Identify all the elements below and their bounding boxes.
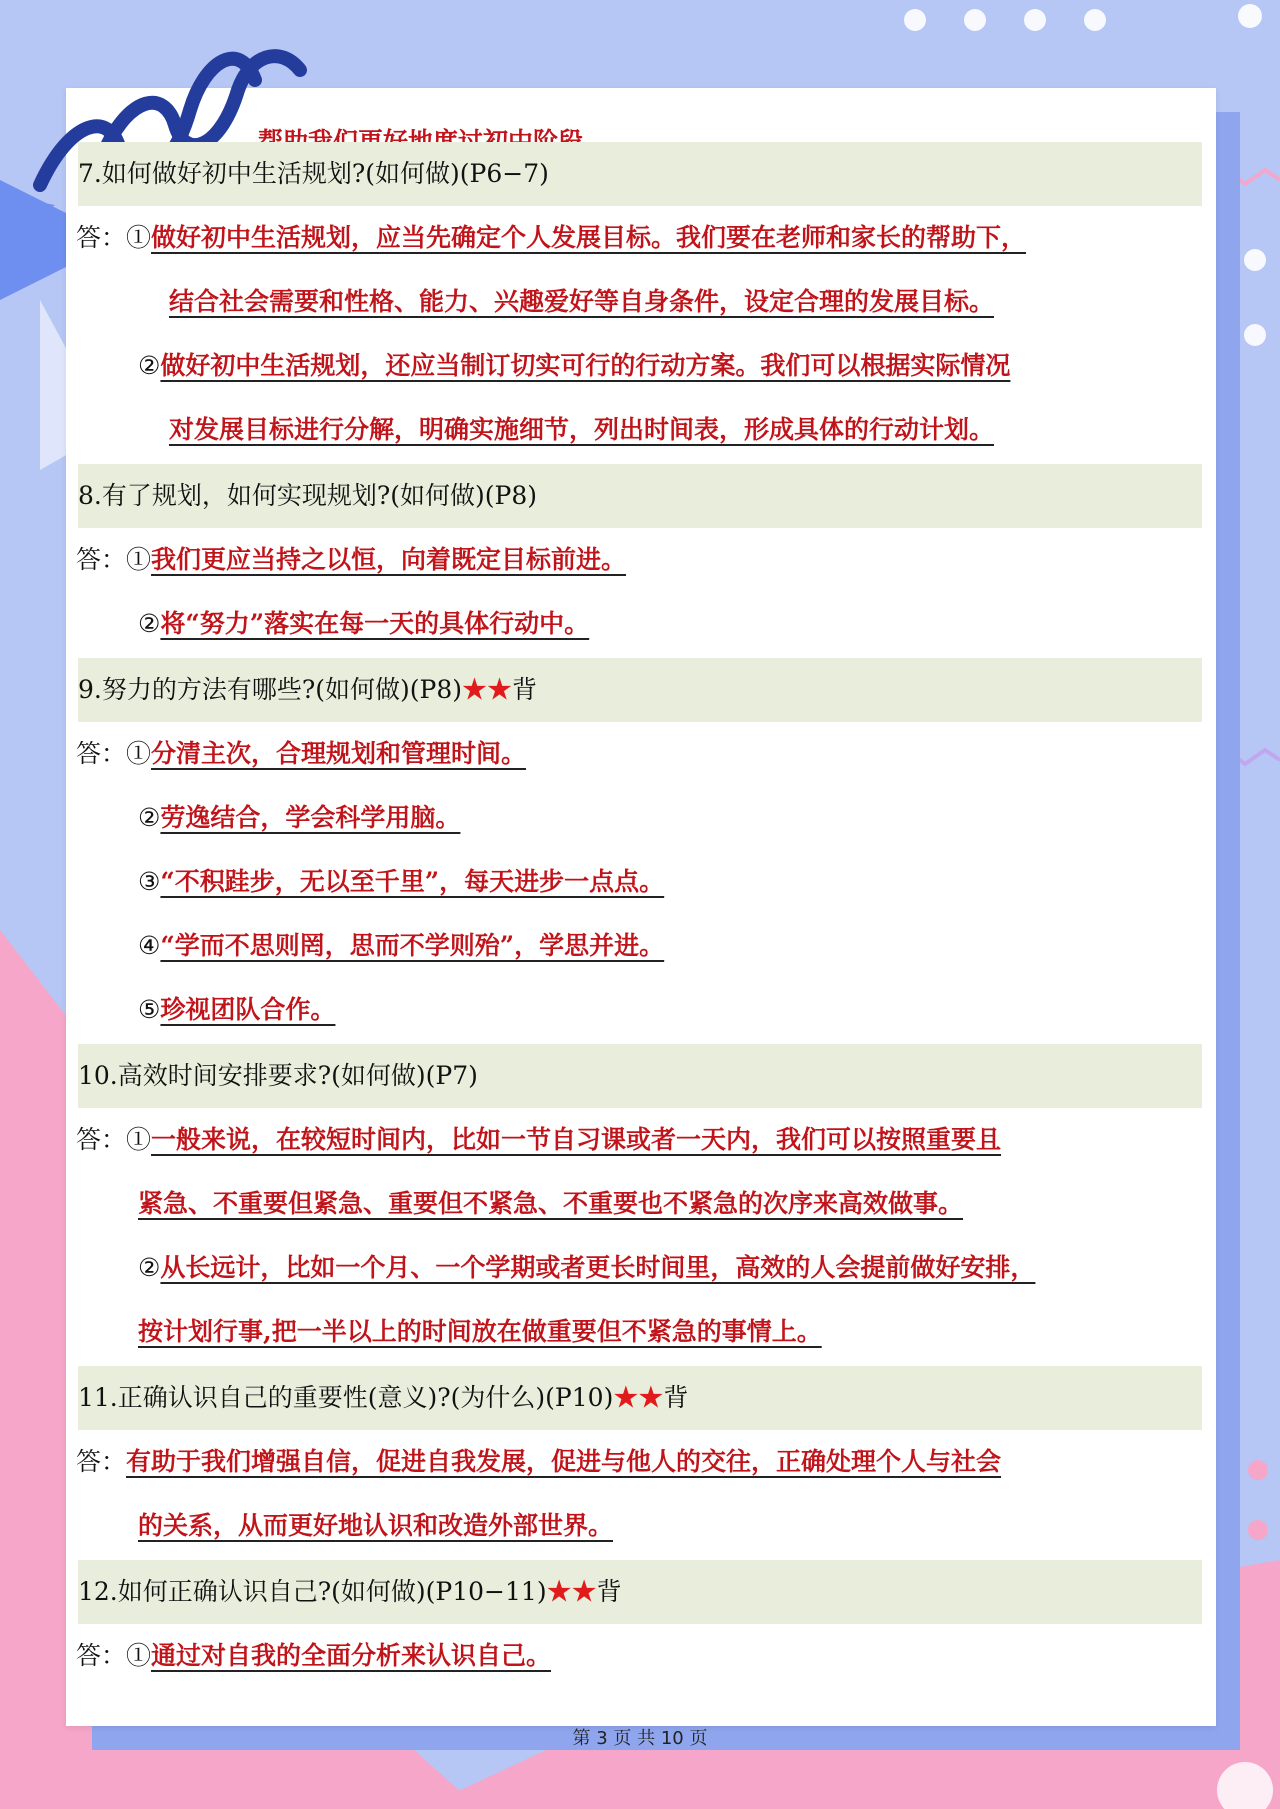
answer-text: 做好初中生活规划，应当先确定个人发展目标。我们要在老师和家长的帮助下， — [151, 223, 1027, 252]
question-text: 7.如何做好初中生活规划?(如何做)(P6−7) — [78, 159, 549, 188]
answer-prefix: 答： — [76, 1447, 127, 1476]
answer-text: 从长远计，比如一个月、一个学期或者更长时间里，高效的人会提前做好安排， — [160, 1253, 1036, 1282]
answer-line — [169, 398, 994, 462]
question-7 — [78, 142, 1202, 206]
memorize-tag: 背 — [512, 675, 538, 704]
answer-prefix: 答：① — [76, 223, 152, 252]
answer-text: 有助于我们增强自信，促进自我发展，促进与他人的交往，正确处理个人与社会 — [126, 1447, 1002, 1476]
answer-prefix: 答：① — [76, 545, 152, 574]
question-text: 12.如何正确认识自己?(如何做)(P10−11) — [78, 1577, 547, 1606]
question-8 — [78, 464, 1202, 528]
answer-prefix: ② — [138, 803, 161, 832]
answer-prefix: ③ — [138, 867, 161, 896]
memorize-tag: 背 — [596, 1577, 622, 1606]
answer-line — [138, 1300, 822, 1364]
answer-text: 通过对自我的全面分析来认识自己。 — [151, 1641, 552, 1670]
answer-text: 紧急、不重要但紧急、重要但不紧急、不重要也不紧急的次序来高效做事。 — [138, 1189, 964, 1218]
answer-text: 分清主次，合理规划和管理时间。 — [151, 739, 527, 768]
answer-text: 的关系，从而更好地认识和改造外部世界。 — [138, 1511, 614, 1540]
answer-prefix: ② — [138, 351, 161, 380]
answer-line — [76, 1430, 1001, 1494]
answer-line — [169, 270, 994, 334]
answer-text: 做好初中生活规划，还应当制订切实可行的行动方案。我们可以根据实际情况 — [160, 351, 1011, 380]
answer-line — [138, 978, 335, 1042]
document-body — [66, 88, 1216, 1726]
answer-line — [76, 722, 526, 786]
page-footer: 第 3 页 共 10 页 — [572, 1728, 708, 1749]
answer-line — [76, 528, 626, 592]
answer-text: 一般来说，在较短时间内，比如一节自习课或者一天内，我们可以按照重要且 — [151, 1125, 1002, 1154]
question-text: 11.正确认识自己的重要性(意义)?(为什么)(P10) — [78, 1383, 614, 1412]
answer-text: 按计划行事,把一半以上的时间放在做重要但不紧急的事情上。 — [138, 1317, 822, 1346]
answer-text: “不积跬步，无以至千里”，每天进步一点点。 — [160, 867, 665, 896]
answer-text: “学而不思则罔，思而不学则殆”，学思并进。 — [160, 931, 665, 960]
answer-text: 珍视团队合作。 — [160, 995, 336, 1024]
question-9 — [78, 658, 1202, 722]
answer-text: 结合社会需要和性格、能力、兴趣爱好等自身条件，设定合理的发展目标。 — [169, 287, 995, 316]
answer-text: 将“努力”落实在每一天的具体行动中。 — [160, 609, 590, 638]
question-10 — [78, 1044, 1202, 1108]
answer-prefix: ⑤ — [138, 995, 161, 1024]
star-icon: ★★ — [613, 1383, 664, 1412]
answer-prefix: 答：① — [76, 739, 152, 768]
star-icon: ★★ — [462, 675, 513, 704]
answer-text: 对发展目标进行分解，明确实施细节，列出时间表，形成具体的行动计划。 — [169, 415, 995, 444]
answer-prefix: ④ — [138, 931, 161, 960]
answer-line — [138, 914, 664, 978]
answer-prefix: 答：① — [76, 1641, 152, 1670]
answer-line — [76, 1108, 1001, 1172]
star-icon: ★★ — [546, 1577, 597, 1606]
answer-line — [76, 1624, 551, 1688]
answer-line — [138, 1494, 613, 1558]
answer-line — [138, 592, 589, 656]
answer-line — [138, 1172, 963, 1236]
answer-text: 劳逸结合，学会科学用脑。 — [160, 803, 461, 832]
question-12 — [78, 1560, 1202, 1624]
answer-prefix: 答：① — [76, 1125, 152, 1154]
question-text: 10.高效时间安排要求?(如何做)(P7) — [78, 1061, 478, 1090]
question-11 — [78, 1366, 1202, 1430]
answer-prefix: ② — [138, 1253, 161, 1282]
answer-line — [138, 786, 460, 850]
memorize-tag: 背 — [663, 1383, 689, 1412]
answer-line — [138, 1236, 1035, 1300]
answer-prefix: ② — [138, 609, 161, 638]
question-text: 9.努力的方法有哪些?(如何做)(P8) — [78, 675, 462, 704]
answer-text: 我们更应当持之以恒，向着既定目标前进。 — [151, 545, 627, 574]
question-text: 8.有了规划，如何实现规划?(如何做)(P8) — [78, 481, 537, 510]
answer-line — [138, 334, 1010, 398]
answer-line — [138, 850, 664, 914]
answer-line — [76, 206, 1026, 270]
